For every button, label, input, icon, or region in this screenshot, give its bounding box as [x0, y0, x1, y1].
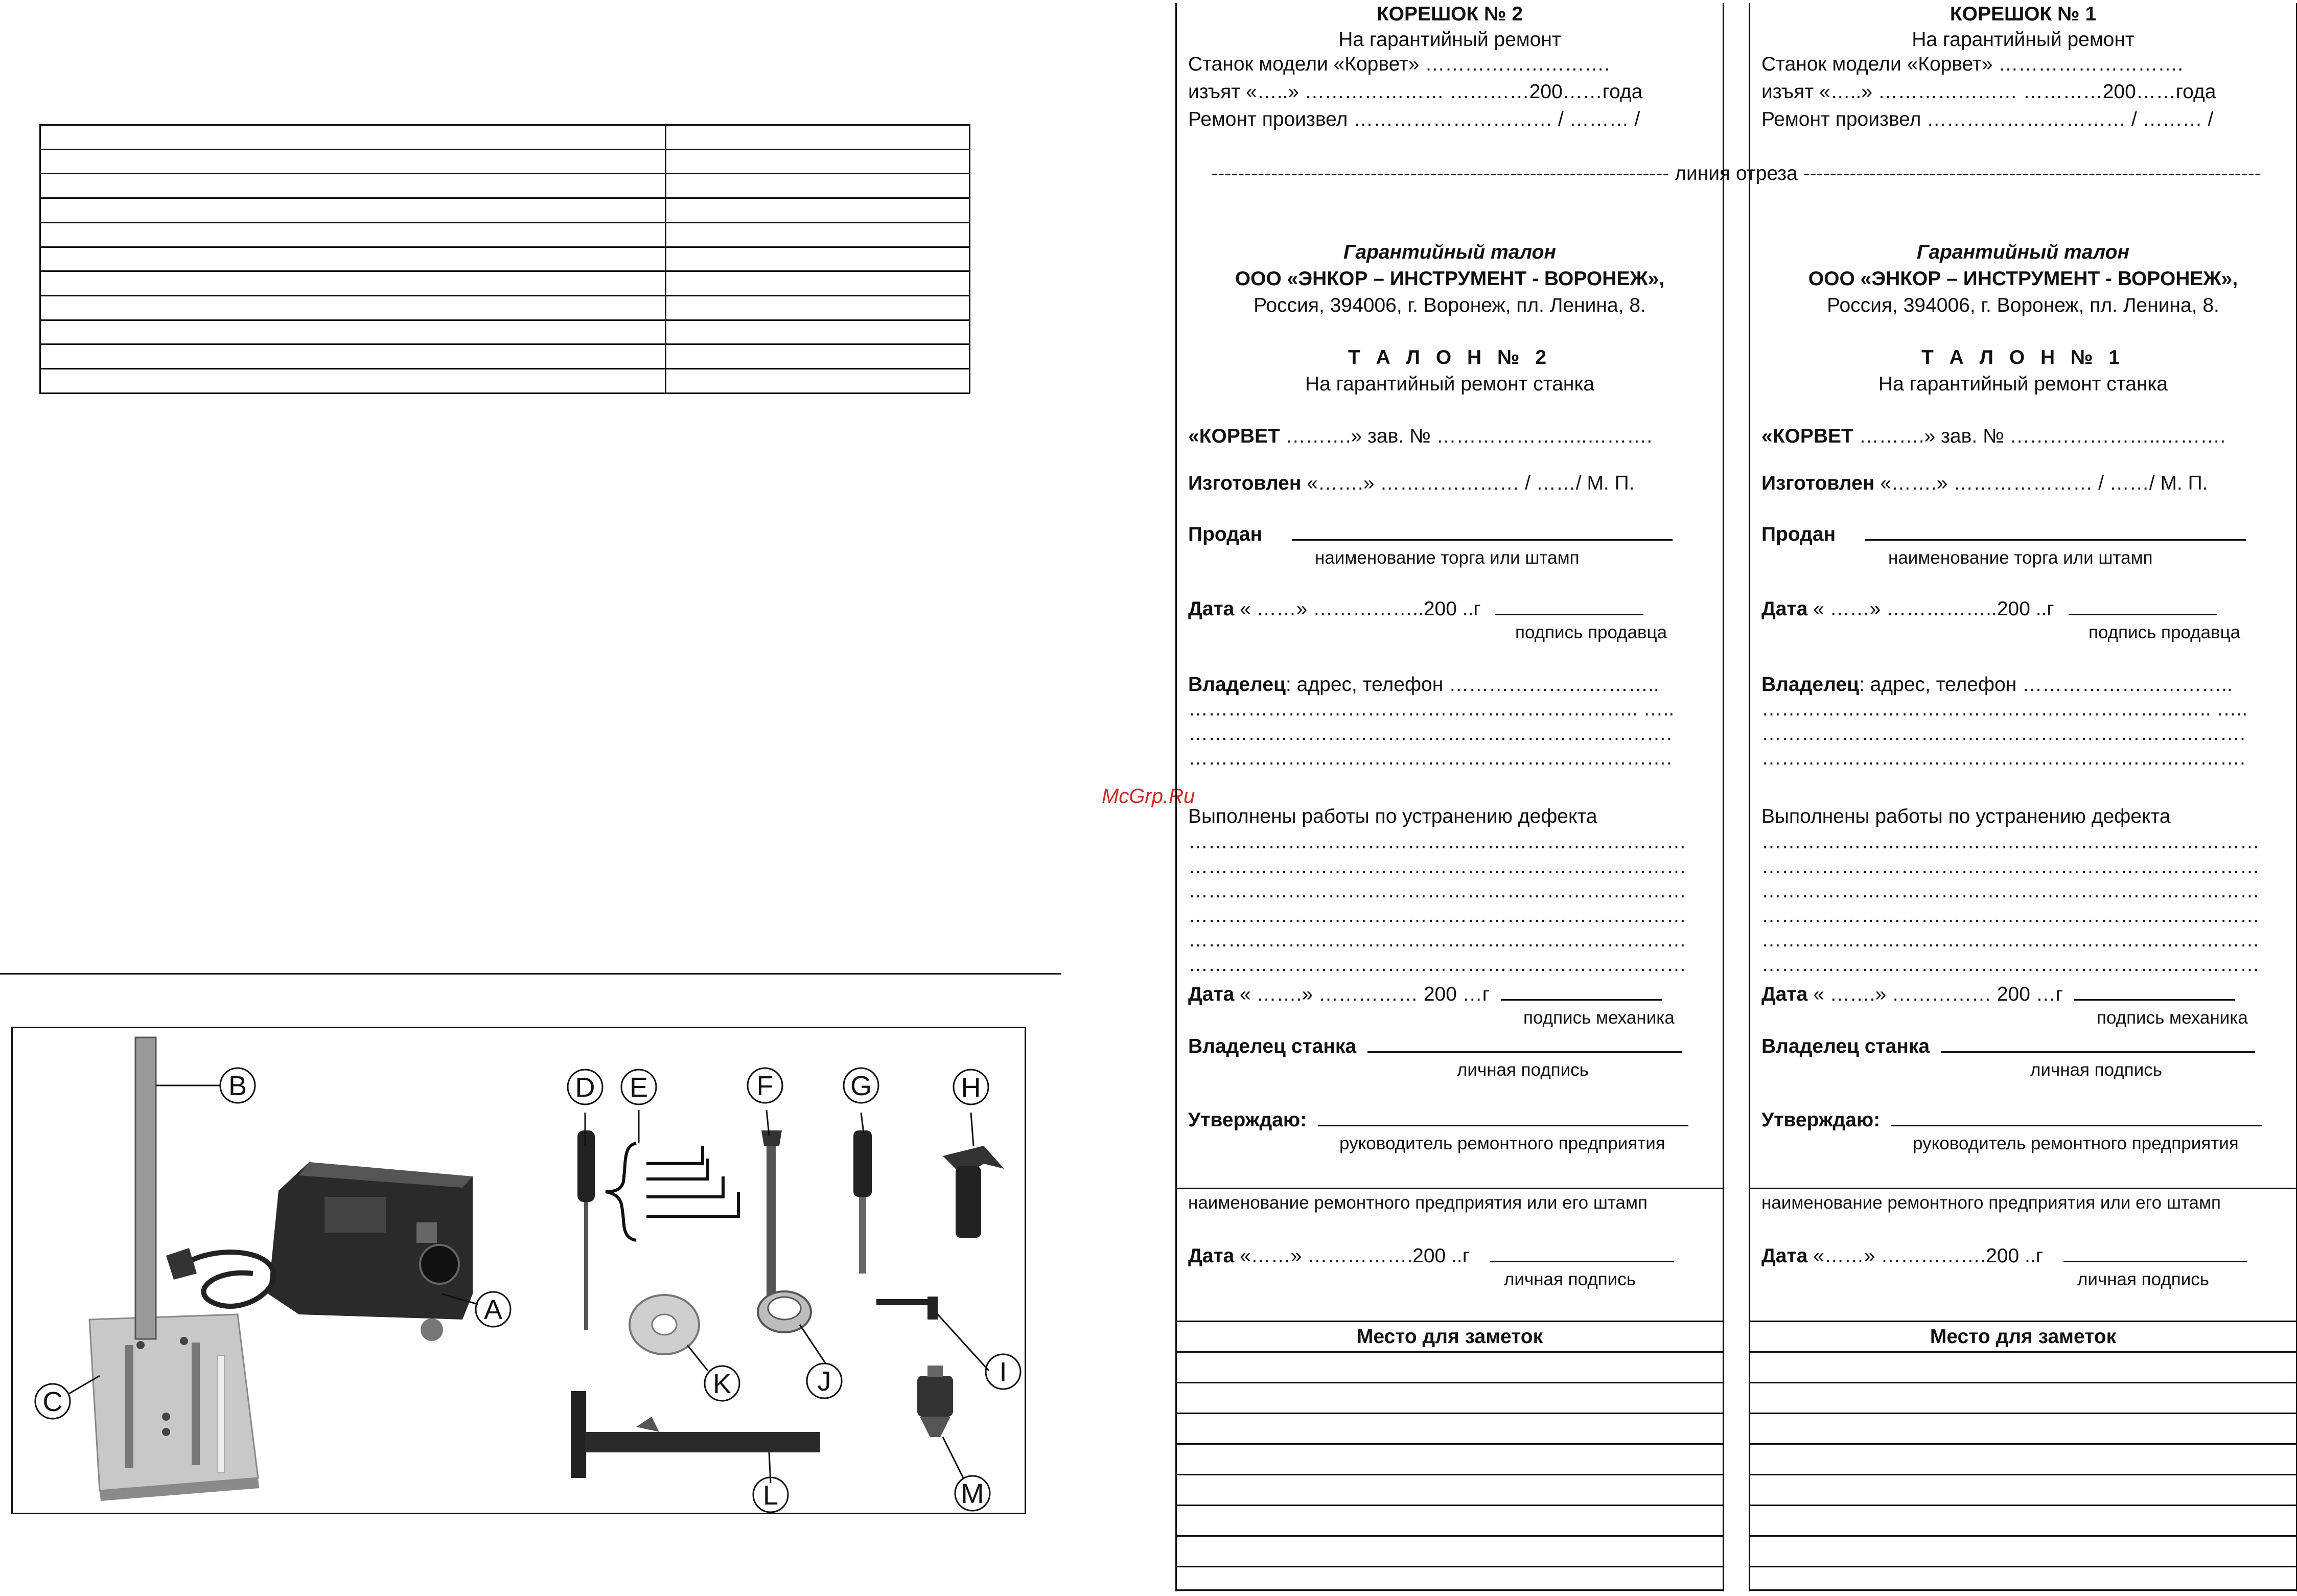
spacer-ring	[630, 1295, 699, 1354]
sale-date-label: Дата	[1761, 598, 1808, 620]
callout-i: I	[999, 1357, 1007, 1387]
drill-stand-column	[135, 1037, 156, 1339]
korvet-serial-line	[1750, 425, 2296, 448]
approve-label: Утверждаю:	[1188, 1109, 1307, 1131]
spec-table-cell	[666, 320, 970, 344]
callout-h: H	[961, 1072, 981, 1103]
owner-line	[1750, 674, 2296, 696]
notes-rule	[1750, 1413, 2296, 1414]
parts-figure	[11, 1027, 1026, 1514]
drill-stand-base	[89, 1314, 259, 1501]
notes-rule	[1750, 1589, 2296, 1591]
manufactured-line	[1750, 472, 2296, 495]
spec-table-cell	[666, 198, 970, 223]
manufactured-line	[1177, 472, 1723, 495]
owner-field: : адрес, телефон …………………………..	[1859, 674, 2233, 696]
power-cord	[181, 1252, 274, 1306]
notes-rule-top	[1750, 1321, 2296, 1322]
callout-k: K	[712, 1369, 732, 1399]
callout-f: F	[756, 1071, 774, 1101]
works-dots-3: …………………………………………………………………	[1761, 880, 2260, 902]
works-dots-5: …………………………………………………………………	[1761, 929, 2260, 951]
callout-g: G	[850, 1071, 872, 1101]
spec-table-cell	[666, 247, 970, 271]
stub-seized-line: изъят «…..» ………………… …………200……года	[1188, 81, 1643, 103]
stub-subtitle: На гарантийный ремонт	[1338, 29, 1561, 51]
callout-l: L	[762, 1480, 779, 1511]
company-address: Россия, 394006, г. Воронеж, пл. Ленина, 8.	[1827, 294, 2219, 316]
korvet-serial-line	[1177, 425, 1723, 448]
chuck-key	[876, 1297, 938, 1320]
works-dots-2: …………………………………………………………………	[1761, 855, 2260, 877]
approve-field	[1318, 1109, 1688, 1126]
approve-field	[1891, 1109, 2262, 1126]
section-rule	[1177, 1188, 1723, 1189]
notes-rule	[1750, 1566, 2296, 1567]
callout-c: C	[42, 1386, 63, 1417]
spec-table-cell	[666, 271, 970, 296]
works-dots-6: …………………………………………………………………	[1761, 954, 2260, 976]
spec-table-row	[40, 174, 970, 198]
hex-keys	[606, 1143, 738, 1240]
works-dots-5: …………………………………………………………………	[1188, 929, 1686, 951]
works-dots-1: …………………………………………………………………	[1188, 831, 1686, 853]
spec-table-cell	[40, 125, 666, 150]
notes-rule	[1177, 1566, 1723, 1567]
sold-line	[1177, 523, 1723, 546]
machine-owner-field	[1367, 1036, 1682, 1053]
sale-date-field: « ……» ……………..200 ..г	[1813, 598, 2054, 620]
stamp-signature-caption: личная подпись	[1504, 1269, 1636, 1289]
screwdriver	[577, 1130, 595, 1330]
works-title: Выполнены работы по устранению дефекта	[1761, 805, 2171, 827]
stamp-date-line	[1177, 1245, 1723, 1267]
stamp-signature-field	[2063, 1245, 2247, 1262]
spec-table-cell	[40, 222, 666, 247]
stamp-date-label: Дата	[1761, 1245, 1808, 1267]
bushing	[758, 1291, 811, 1332]
notes-title: Место для заметок	[1356, 1326, 1543, 1348]
works-dots-3: …………………………………………………………………	[1188, 880, 1686, 902]
repair-org-label: наименование ремонтного предприятия или его штамп	[1188, 1193, 1648, 1213]
spec-table-cell	[40, 247, 666, 271]
notes-rule	[1750, 1443, 2296, 1445]
spec-table-cell	[666, 369, 970, 394]
machine-owner-line	[1750, 1035, 2296, 1058]
notes-rule	[1177, 1443, 1723, 1445]
depth-stop	[943, 1146, 1004, 1238]
notes-rule	[1750, 1351, 2296, 1353]
spec-table-row	[40, 198, 970, 223]
machine-owner-label: Владелец станка	[1188, 1035, 1357, 1057]
repair-date-field: « …….» …………… 200 …г	[1240, 983, 1490, 1005]
spec-table-cell	[666, 344, 970, 369]
repair-date-label: Дата	[1188, 983, 1235, 1005]
works-dots-6: …………………………………………………………………	[1188, 954, 1686, 976]
stub-title: КОРЕШОК № 1	[1950, 3, 2097, 25]
korvet-serial-field: ……….» зав. № …………………..……….	[1285, 425, 1653, 447]
sale-date-field: « ……» ……………..200 ..г	[1240, 598, 1481, 620]
card-title: Гарантийный талон	[1917, 241, 2129, 263]
approve-line	[1177, 1109, 1723, 1131]
owner-dots-1: ………………………………………………………….. …..	[1188, 698, 1675, 720]
sold-label: Продан	[1761, 523, 1836, 545]
stub-model-line: Станок модели «Корвет» ……………………….	[1761, 53, 2184, 75]
personal-signature-caption: личная подпись	[2030, 1060, 2162, 1080]
stub-repair-line: Ремонт произвел ………………………… / ……… /	[1188, 108, 1640, 130]
repair-date-field: « …….» …………… 200 …г	[1813, 983, 2063, 1005]
spec-table-cell	[40, 271, 666, 296]
callout-e: E	[629, 1072, 648, 1103]
owner-field: : адрес, телефон …………………………..	[1286, 674, 1659, 696]
owner-label: Владелец	[1761, 674, 1860, 696]
spec-table-cell	[666, 174, 970, 198]
mechanic-signature-field	[1501, 984, 1662, 1001]
sold-caption: наименование торга или штамп	[1888, 548, 2153, 568]
notes-rule	[1177, 1505, 1723, 1506]
notes-rule-top	[1177, 1321, 1723, 1322]
machine-owner-line	[1177, 1035, 1723, 1058]
owner-line	[1177, 674, 1723, 696]
talon-subtitle: На гарантийный ремонт станка	[1305, 373, 1595, 395]
cut-line: --------------------------------------------------------------------- линия отреза ---------------------------------------------------------------------	[1211, 163, 2261, 184]
callout-j: J	[817, 1366, 831, 1397]
stub-seized-line: изъят «…..» ………………… …………200……года	[1761, 81, 2216, 103]
spec-table-row	[40, 344, 970, 369]
notes-rule	[1177, 1535, 1723, 1537]
owner-dots-2: ……………………………………………………………….	[1188, 723, 1672, 745]
stamp-date-label: Дата	[1188, 1245, 1235, 1267]
approve-caption: руководитель ремонтного предприятия	[1339, 1134, 1665, 1153]
owner-dots-1: ………………………………………………………….. …..	[1761, 698, 2248, 720]
company-address: Россия, 394006, г. Воронеж, пл. Ленина, 8.	[1254, 294, 1646, 316]
owner-dots-3: ……………………………………………………………….	[1761, 747, 2245, 769]
t-handle	[571, 1391, 820, 1478]
spec-table-row	[40, 320, 970, 344]
notes-rule	[1750, 1535, 2296, 1537]
notes-rule	[1177, 1351, 1723, 1353]
sold-label: Продан	[1188, 523, 1263, 545]
spec-table-cell	[666, 125, 970, 150]
owner-dots-3: ……………………………………………………………….	[1188, 747, 1672, 769]
sale-date-line	[1177, 598, 1723, 620]
callout-a: A	[483, 1294, 503, 1325]
stamp-signature-caption: личная подпись	[2077, 1269, 2209, 1289]
sale-date-line	[1750, 598, 2296, 620]
manufactured-field: «…….» ………………… / ……/ М. П.	[1880, 472, 2208, 494]
seller-signature-caption: подпись продавца	[1515, 622, 1667, 642]
works-dots-2: …………………………………………………………………	[1188, 855, 1686, 877]
notes-title: Место для заметок	[1930, 1326, 2117, 1348]
card-title: Гарантийный талон	[1343, 241, 1556, 263]
stub-title: КОРЕШОК № 2	[1376, 3, 1523, 25]
seller-signature-field	[1495, 598, 1643, 615]
spec-table-cell	[40, 198, 666, 223]
approve-line	[1750, 1109, 2296, 1131]
spec-table-cell	[666, 296, 970, 320]
stamp-date-line	[1750, 1245, 2296, 1267]
talon-subtitle: На гарантийный ремонт станка	[1878, 373, 2168, 395]
mechanic-signature-caption: подпись механика	[1523, 1008, 1675, 1028]
spec-table-cell	[40, 296, 666, 320]
stub-repair-line: Ремонт произвел ………………………… / ……… /	[1761, 108, 2214, 130]
notes-rule	[1750, 1474, 2296, 1475]
notes-rule	[1177, 1382, 1723, 1383]
repair-date-line	[1750, 983, 2296, 1006]
manufactured-field: «…….» ………………… / ……/ М. П.	[1307, 472, 1635, 494]
spec-table-cell	[666, 149, 970, 174]
spec-table-row	[40, 149, 970, 174]
spec-table	[39, 124, 970, 394]
machine-owner-field	[1941, 1036, 2255, 1053]
company-name: ООО «ЭНКОР – ИНСТРУМЕНТ - ВОРОНЕЖ»,	[1808, 268, 2238, 290]
notes-rule	[1177, 1474, 1723, 1475]
spec-table-row	[40, 247, 970, 271]
spec-table-cell	[40, 344, 666, 369]
spec-table-row	[40, 271, 970, 296]
stamp-signature-field	[1490, 1245, 1674, 1262]
works-title: Выполнены работы по устранению дефекта	[1188, 805, 1597, 827]
approve-caption: руководитель ремонтного предприятия	[1913, 1134, 2239, 1153]
korvet-label: «КОРВЕТ	[1761, 425, 1853, 447]
personal-signature-caption: личная подпись	[1457, 1060, 1589, 1080]
callout-m: M	[961, 1478, 984, 1509]
notes-rule	[1177, 1413, 1723, 1414]
korvet-label: «КОРВЕТ	[1188, 425, 1280, 447]
owner-label: Владелец	[1188, 674, 1286, 696]
works-dots-4: …………………………………………………………………	[1761, 905, 2260, 927]
repair-org-label: наименование ремонтного предприятия или его штамп	[1761, 1193, 2221, 1213]
stamp-date-field: «……» …………….200 ..г	[1813, 1245, 2043, 1267]
owner-dots-2: ……………………………………………………………….	[1761, 723, 2245, 745]
sold-field	[1865, 524, 2246, 541]
mechanic-signature-field	[2074, 984, 2235, 1001]
section-rule	[1750, 1188, 2296, 1189]
notes-rule	[1750, 1382, 2296, 1383]
seller-signature-caption: подпись продавца	[2089, 622, 2241, 642]
watermark: McGrp.Ru	[1102, 785, 1195, 807]
korvet-serial-field: ……….» зав. № …………………..……….	[1859, 425, 2226, 447]
stub-subtitle: На гарантийный ремонт	[1912, 29, 2134, 51]
callout-d: D	[575, 1072, 595, 1103]
manufactured-label: Изготовлен	[1761, 472, 1875, 494]
company-name: ООО «ЭНКОР – ИНСТРУМЕНТ - ВОРОНЕЖ»,	[1235, 268, 1665, 290]
coupon-column-2	[1175, 3, 1724, 1591]
notes-rule	[1750, 1505, 2296, 1506]
machine-owner-label: Владелец станка	[1761, 1035, 1930, 1057]
coupon-column-1	[1749, 3, 2297, 1591]
plug	[166, 1248, 197, 1280]
seller-signature-field	[2069, 598, 2217, 615]
spec-table-row	[40, 125, 970, 150]
approve-label: Утверждаю:	[1761, 1109, 1881, 1131]
repair-date-label: Дата	[1761, 983, 1808, 1005]
spec-table-cell	[666, 222, 970, 247]
drill-motor-unit	[268, 1162, 473, 1341]
spec-table-cell	[40, 149, 666, 174]
spec-table-row	[40, 369, 970, 394]
sold-caption: наименование торга или штамп	[1315, 548, 1580, 568]
notes-rule	[1177, 1589, 1723, 1591]
talon-title: Т А Л О Н № 1	[1921, 346, 2125, 368]
spec-table-cell	[40, 369, 666, 394]
drill-chuck	[917, 1366, 953, 1437]
spec-table-row	[40, 222, 970, 247]
works-dots-4: …………………………………………………………………	[1188, 905, 1686, 927]
chuck-arbor	[853, 1130, 872, 1274]
spec-table-cell	[40, 174, 666, 198]
repair-date-line	[1177, 983, 1723, 1006]
spec-table-row	[40, 296, 970, 320]
manufactured-label: Изготовлен	[1188, 472, 1302, 494]
talon-title: Т А Л О Н № 2	[1348, 346, 1552, 368]
sold-field	[1292, 524, 1673, 541]
page-divider	[0, 973, 1061, 975]
sale-date-label: Дата	[1188, 598, 1235, 620]
sold-line	[1750, 523, 2296, 546]
works-dots-1: …………………………………………………………………	[1761, 831, 2260, 853]
mechanic-signature-caption: подпись механика	[2097, 1008, 2248, 1028]
spec-table-cell	[40, 320, 666, 344]
stub-model-line: Станок модели «Корвет» ……………………….	[1188, 53, 1610, 75]
callout-b: B	[228, 1071, 247, 1101]
stamp-date-field: «……» …………….200 ..г	[1240, 1245, 1470, 1267]
